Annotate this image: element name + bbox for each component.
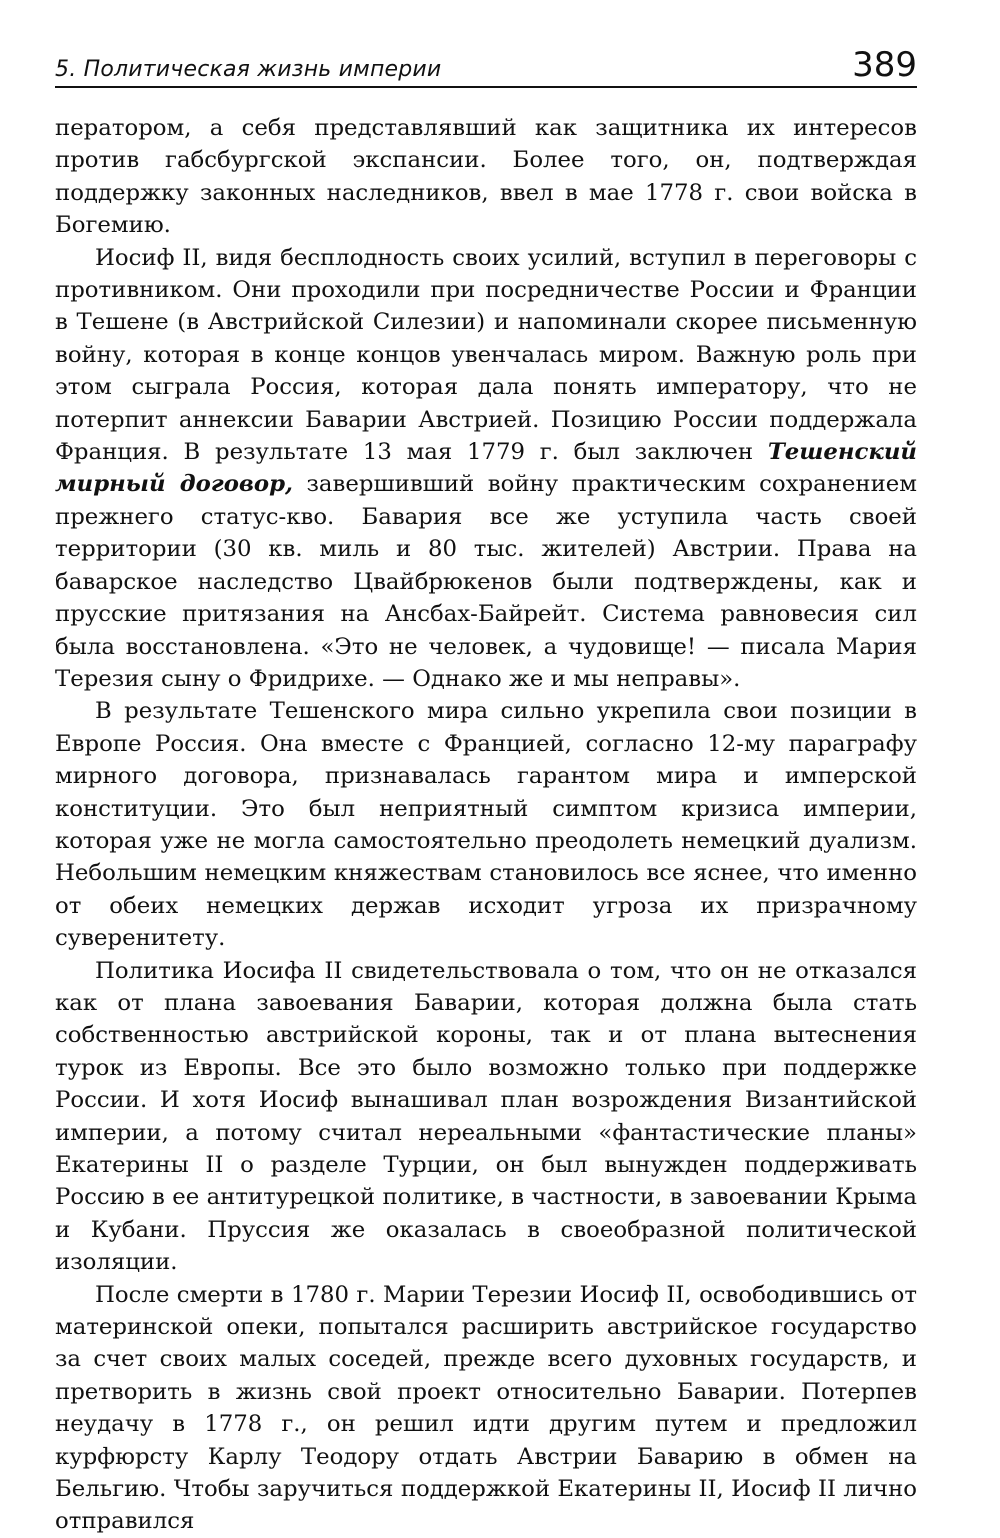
paragraph-5 [55, 1279, 917, 1538]
paragraph-4 [55, 955, 917, 1279]
paragraph-2 [55, 242, 917, 696]
running-title: 5. Политическая жизнь империи [55, 57, 442, 82]
body-text [55, 112, 917, 1538]
paragraph-4-text: Политика Иосифа II свидетельствовала о том, что он не отказался как от плана завоевания Баварии, которая должна была стать собственностью австрийской короны, так и от плана вытеснения турок из Европы. Все это было возможно только при поддержке России. И хотя Иосиф вынашивал план возрождения Византийской империи, а потому считал нереальными «фантастические планы» Екатерины II о разделе Турции, он был вынужден поддерживать Россию в ее антитурецкой политике, в частности, в завоевании Крыма и Кубани. Пруссия же оказалась в своеобразной политической изоляции. [55, 957, 917, 1276]
paragraph-1-text: ператором, а себя представлявший как защитника их интересов против габсбургской экспансии. Более того, он, подтверждая поддержку законных наследников, ввел в мае 1778 г. свои войска в Богемию. [55, 115, 917, 239]
page-number: 389 [852, 45, 917, 85]
treaty-name-emphasis: Тешенский мирный договор, [55, 439, 917, 498]
paragraph-3 [55, 695, 917, 954]
paragraph-1 [55, 112, 917, 242]
paragraph-3-text: В результате Тешенского мира сильно укрепила свои позиции в Европе Россия. Она вместе с Францией, согласно 12-му параграфу мирного договора, признавалась гарантом мира и имперской конституции. Это был неприятный симптом кризиса империи, которая уже не могла самостоятельно преодолеть немецкий дуализм. Небольшим немецким княжествам становилось все яснее, что именно от обеих немецких держав исходит угроза их призрачному суверенитету. [55, 698, 917, 952]
running-header [55, 38, 917, 88]
paragraph-2-text: Иосиф II, видя бесплодность своих усилий, вступил в переговоры с противником. Они проходили при посредничестве России и Франции в Тешене (в Австрийской Силезии) и напоминали скорее письменную войну, которая в конце концов увенчалась миром. Важную роль при этом сыграла Россия, которая дала понять императору, что не потерпит аннексии Баварии Австрией. Позицию России поддержала Франция. В результате 13 мая 1779 г. был заключен [55, 244, 917, 466]
paragraph-5-text: После смерти в 1780 г. Марии Терезии Иосиф II, освободившись от материнской опеки, попытался расширить австрийское государство за счет своих малых соседей, прежде всего духовных государств, и претворить в жизнь свой проект относительно Баварии. Потерпев неудачу в 1778 г., он решил идти другим путем и предложил курфюрсту Карлу Теодору отдать Австрии Баварию в обмен на Бельгию. Чтобы заручиться поддержкой Екатерины II, Иосиф II лично отправился [55, 1281, 917, 1535]
book-page [55, 38, 917, 1538]
paragraph-2-text-after: завершивший войну практическим сохранением прежнего статус-кво. Бавария все же уступила часть своей территории (30 кв. миль и 80 тыс. жителей) Австрии. Права на баварское наследство Цвайбрюкенов были подтверждены, как и прусские притязания на Ансбах-Байрейт. Система равновесия сил была восстановлена. «Это не человек, а чудовище! — писала Мария Терезия сыну о Фридрихе. — Однако же и мы неправы». [55, 471, 917, 692]
